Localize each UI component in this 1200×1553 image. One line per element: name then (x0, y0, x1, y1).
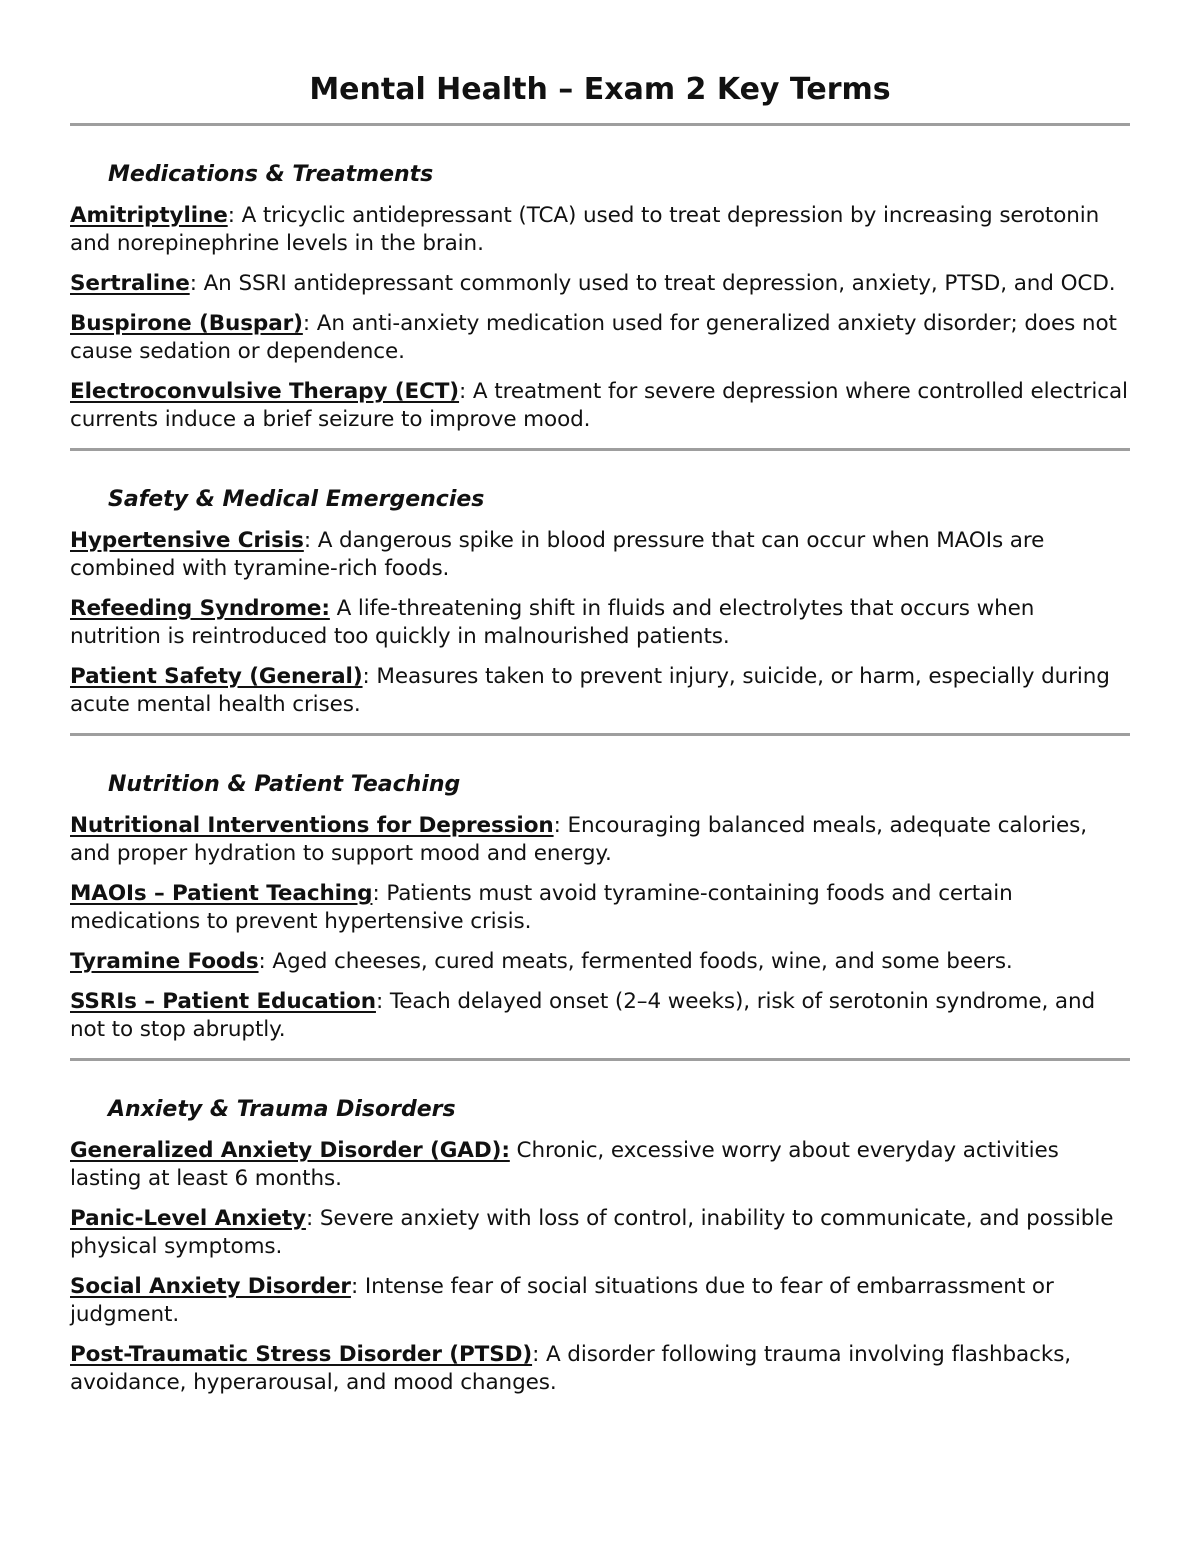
term-name: Sertraline (70, 271, 190, 296)
term-name: Nutritional Interventions for Depression (70, 813, 554, 838)
term-separator: : (258, 949, 266, 974)
term-separator: : (375, 989, 384, 1014)
term-separator: : (350, 1274, 359, 1299)
term-name: Post-Traumatic Stress Disorder (PTSD) (70, 1342, 533, 1367)
term-definition: Patients must avoid tyramine-containing foods and certain medications to prevent hypertensive crisis. (70, 881, 1013, 934)
section (70, 1061, 1130, 1397)
term-entry (70, 202, 1130, 258)
term-entry (70, 988, 1130, 1044)
section-heading: Medications & Treatments (108, 162, 434, 187)
term-name: Patient Safety (General) (70, 664, 363, 689)
term-definition: Measures taken to prevent injury, suicide, or harm, especially during acute mental health crises. (70, 664, 1110, 717)
term-entry (70, 1205, 1130, 1261)
term-definition: A life-threatening shift in fluids and electrolytes that occurs when nutrition is reintroduced too quickly in malnourished patients. (70, 596, 1035, 649)
term-entry (70, 310, 1130, 366)
term-entry (70, 1341, 1130, 1397)
term-separator: : (189, 271, 197, 296)
term-definition: Aged cheeses, cured meats, fermented foods, wine, and some beers. (265, 949, 1013, 974)
term-name: Buspirone (Buspar) (70, 311, 303, 336)
term-definition: Teach delayed onset (2–4 weeks), risk of serotonin syndrome, and not to stop abruptly. (70, 989, 1096, 1042)
term-name: SSRIs – Patient Education (70, 989, 376, 1014)
term-definition: A treatment for severe depression where controlled electrical currents induce a brief seizure to improve mood. (70, 379, 1128, 432)
term-entry (70, 948, 1130, 976)
term-definition: An anti-anxiety medication used for generalized anxiety disorder; does not cause sedation or dependence. (70, 311, 1117, 364)
term-definition: Encouraging balanced meals, adequate calories, and proper hydration to support mood and energy. (70, 813, 1087, 866)
term-entry (70, 663, 1130, 719)
page-title: Mental Health – Exam 2 Key Terms (309, 72, 891, 107)
section (70, 126, 1130, 451)
term-entry (70, 1137, 1130, 1193)
term-entry (70, 880, 1130, 936)
term-separator: : (553, 813, 561, 838)
term-definition: A tricyclic antidepressant (TCA) used to treat depression by increasing serotonin and norepinephrine levels in the brain. (70, 203, 1100, 256)
term-separator: : (302, 311, 310, 336)
sections-container (70, 126, 1130, 1397)
term-name: Amitriptyline (70, 203, 228, 228)
term-entry (70, 1273, 1130, 1329)
term-separator: : (459, 379, 467, 404)
section (70, 451, 1130, 736)
section-heading: Anxiety & Trauma Disorders (108, 1097, 456, 1122)
term-entry (70, 595, 1130, 651)
section-heading: Nutrition & Patient Teaching (108, 772, 461, 797)
term-name: Panic-Level Anxiety (70, 1206, 306, 1231)
term-separator: : (362, 664, 370, 689)
term-separator: : (227, 203, 235, 228)
term-separator: : (303, 528, 311, 553)
term-name: Hypertensive Crisis (70, 528, 304, 553)
term-definition: A disorder following trauma involving flashbacks, avoidance, hyperarousal, and mood changes. (70, 1342, 1072, 1395)
term-entry (70, 527, 1130, 583)
term-definition: An SSRI antidepressant commonly used to treat depression, anxiety, PTSD, and OCD. (196, 271, 1116, 296)
term-separator: : (372, 881, 380, 906)
term-entry (70, 378, 1130, 434)
term-name: Generalized Anxiety Disorder (GAD): (70, 1138, 510, 1163)
term-name: MAOIs – Patient Teaching (70, 881, 373, 906)
term-separator: : (305, 1206, 314, 1231)
term-name: Social Anxiety Disorder (70, 1274, 351, 1299)
term-definition: Chronic, excessive worry about everyday activities lasting at least 6 months. (70, 1138, 1059, 1191)
term-name: Refeeding Syndrome: (70, 596, 330, 621)
term-definition: A dangerous spike in blood pressure that can occur when MAOIs are combined with tyramine-rich foods. (70, 528, 1045, 581)
section-heading: Safety & Medical Emergencies (108, 487, 485, 512)
term-name: Electroconvulsive Therapy (ECT) (70, 379, 460, 404)
term-name: Tyramine Foods (70, 949, 259, 974)
term-definition: Intense fear of social situations due to fear of embarrassment or judgment. (70, 1274, 1054, 1327)
section (70, 736, 1130, 1061)
term-separator: : (532, 1342, 540, 1367)
term-entry (70, 270, 1130, 298)
term-definition: Severe anxiety with loss of control, inability to communicate, and possible physical symptoms. (70, 1206, 1114, 1259)
term-entry (70, 812, 1130, 868)
